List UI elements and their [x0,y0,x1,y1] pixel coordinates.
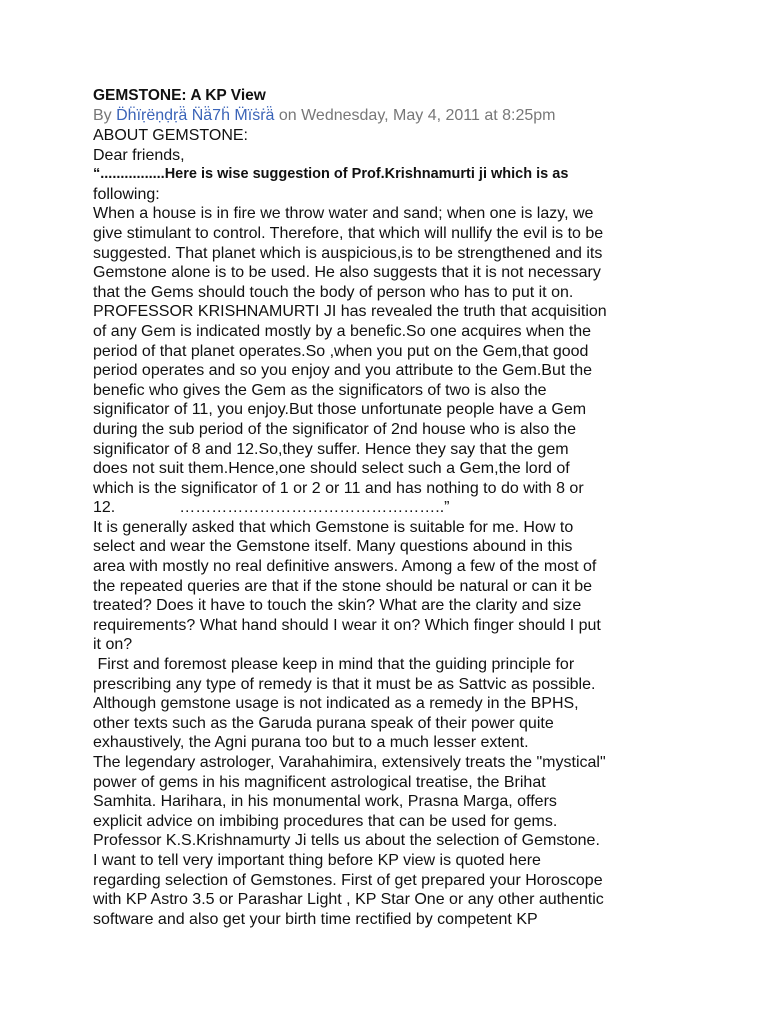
quote-close-dots: …………………………………………..” [179,499,450,517]
body-line: When a house is in fire we throw water and sand; when one is lazy, we [93,205,594,223]
quote-close-start: 12. [93,499,116,517]
body-line: does not suit them.Hence,one should select such a Gem,the lord of [93,460,570,478]
body-line: period of that planet operates.So ,when you put on the Gem,that good [93,342,589,360]
body-line: of any Gem is indicated mostly by a benefic.So one acquires when the [93,322,592,340]
body-line: Professor K.S.Krishnamurty Ji tells us about the selection of Gemstone. [93,832,600,850]
quote-close-line [93,498,693,518]
byline-by: By [93,107,117,124]
author-link[interactable]: D̈ḧïṛëṇḍṛä̈ N̈ä̈7ḧ M̈ïṡṙä̈ [116,107,275,124]
quote-body [93,185,693,518]
article-body [93,518,693,929]
body-line: I want to tell very important thing before KP view is quoted here [93,851,541,869]
body-line: treated? Does it have to touch the skin? What are the clarity and size [93,597,582,615]
body-line: area with mostly no real definitive answers. Among a few of the most of [93,558,597,576]
body-line: power of gems in his magnificent astrological treatise, the Brihat [93,773,546,791]
body-line: Although gemstone usage is not indicated as a remedy in the BPHS, [93,695,579,713]
body-line: exhaustively, the Agni purana too but to a much lesser extent. [93,734,529,752]
article-title: GEMSTONE: A KP View [93,87,266,104]
body-line: with KP Astro 3.5 or Parashar Light , KP Star One or any other authentic [93,891,604,909]
body-line: benefic who gives the Gem as the significators of two is also the [93,381,547,399]
body-line: It is generally asked that which Gemstone is suitable for me. How to [93,518,574,536]
body-line: significator of 11, you enjoy.But those unfortunate people have a Gem [93,401,587,419]
section-heading: ABOUT GEMSTONE: [93,127,248,144]
body-line: it on? [93,636,133,654]
body-line: period operates and so you enjoy and you attribute to the Gem.But the [93,362,592,380]
body-line: Samhita. Harihara, in his monumental work, Prasna Marga, offers [93,793,557,811]
body-line: during the sub period of the significator of 2nd house who is also the [93,420,576,438]
body-line: First and foremost please keep in mind that the guiding principle for [93,656,575,674]
body-line: explicit advice on imbibing procedures that can be used for gems. [93,812,558,830]
salutation: Dear friends, [93,146,185,164]
body-line: prescribing any type of remedy is that it must be as Sattvic as possible. [93,675,596,693]
body-line: the repeated queries are that if the stone should be natural or can it be [93,577,592,595]
body-line: other texts such as the Garuda purana speak of their power quite [93,714,554,732]
document-page [93,86,693,929]
body-line: software and also get your birth time rectified by competent KP [93,910,538,928]
body-line: suggested. That planet which is auspicious,is to be strengthened and its [93,244,603,262]
body-line: requirements? What hand should I wear it on? Which finger should I put [93,616,601,634]
body-line: significator of 8 and 12.So,they suffer. Hence they say that the gem [93,440,569,458]
body-line: following: [93,185,160,203]
quote-intro: “................Here is wise suggestion of Prof.Krishnamurti ji which is as [93,166,569,183]
body-line: select and wear the Gemstone itself. Many questions abound in this [93,538,573,556]
body-line: give stimulant to control. Therefore, that which will nullify the evil is to be [93,224,604,242]
body-line: regarding selection of Gemstones. First of get prepared your Horoscope [93,871,603,889]
body-line: The legendary astrologer, Varahahimira, extensively treats the "mystical" [93,754,606,771]
body-line: which is the significator of 1 or 2 or 11 and has nothing to do with 8 or [93,479,584,497]
byline [93,106,693,126]
post-date: on Wednesday, May 4, 2011 at 8:25pm [274,107,556,124]
body-line: Gemstone alone is to be used. He also suggests that it is not necessary [93,264,601,282]
body-line: that the Gems should touch the body of person who has to put it on. [93,283,574,301]
body-line: PROFESSOR KRISHNAMURTI JI has revealed the truth that acquisition [93,303,607,321]
